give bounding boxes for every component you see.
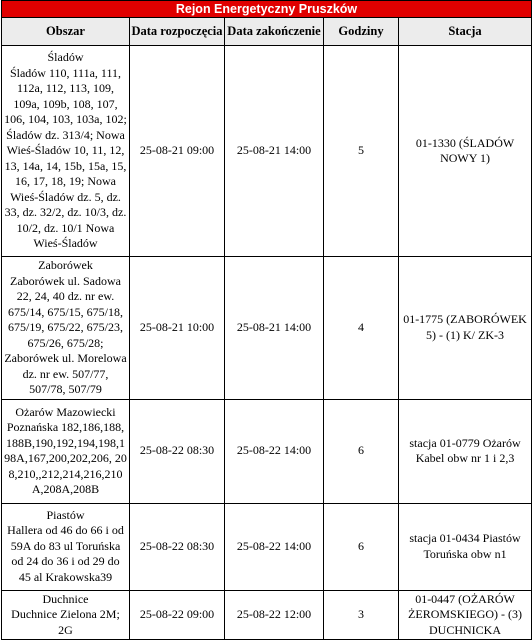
area-cell	[2, 257, 130, 400]
hours-cell: 3	[324, 590, 399, 640]
start-date-cell: 25-08-21 10:00	[130, 257, 225, 400]
header-start-date: Data rozpoczęcia	[130, 18, 225, 46]
station-cell: 01-0447 (OŻARÓW ŻEROMSKIEGO) - (3) DUCHNICKA	[399, 590, 532, 640]
hours-cell: 6	[324, 399, 399, 503]
area-cell	[2, 590, 130, 640]
hours-cell: 6	[324, 503, 399, 590]
area-name: Śladów	[47, 50, 84, 65]
start-date-cell: 25-08-21 09:00	[130, 46, 225, 257]
end-date-cell: 25-08-22 14:00	[225, 503, 324, 590]
start-date-cell: 25-08-22 08:30	[130, 503, 225, 590]
table-row	[2, 46, 532, 257]
area-cell	[2, 399, 130, 503]
area-addresses: Duchnice Zielona 2M; 2G	[11, 607, 120, 637]
area-name: Zaborówek	[38, 258, 93, 272]
end-date-cell: 25-08-21 14:00	[225, 257, 324, 400]
header-station: Stacja	[399, 18, 532, 46]
station-cell: 01-1330 (ŚLADÓW NOWY 1)	[399, 46, 532, 257]
station-cell: stacja 01-0434 Piastów Toruńska obw n1	[399, 503, 532, 590]
start-date-cell: 25-08-22 09:00	[130, 590, 225, 640]
table-row	[2, 257, 532, 400]
area-name: Ożarów Mazowiecki	[15, 404, 116, 419]
outage-table	[1, 0, 532, 640]
title-row	[2, 1, 532, 18]
area-addresses: Hallera od 46 do 66 i od 59A do 83 ul Toruńska od 24 do 36 i od 29 do 45 al Krakowska39	[7, 523, 124, 584]
area-addresses: Zaborówek ul. Sadowa 22, 24, 40 dz. nr ew. 675/14, 675/15, 675/18, 675/19, 675/22, 675/23, 675/26, 675/28; Zaborówek ul. Morelowa dz. nr ew. 507/77, 507/78, 507/79	[4, 273, 127, 396]
end-date-cell: 25-08-22 12:00	[225, 590, 324, 640]
hours-cell: 5	[324, 46, 399, 257]
header-end-date: Data zakończenie	[225, 18, 324, 46]
end-date-cell: 25-08-22 14:00	[225, 399, 324, 503]
header-obszar: Obszar	[2, 18, 130, 46]
area-addresses: Poznańska 182,186,188,188B,190,192,194,198,198A,167,200,202,206, 208,210,,212,214,216,210A,208A,208B	[4, 420, 127, 496]
station-cell: 01-1775 (ZABORÓWEK 5) - (1) K/ ZK-3	[399, 257, 532, 400]
area-addresses: Śladów 110, 111a, 111, 112a, 112, 113, 109, 109a, 109b, 108, 107, 106, 104, 103, 103a, 102; Śladów dz. 313/4; Nowa Wieś-Śladów 10, 11, 12, 13, 14a, 14, 15b, 15a, 15, 16, 17, 18, 19; Nowa Wieś-Śladów dz. 5, dz. 33, dz. 32/2, dz. 10/3, dz. 10/2, dz. 10/1 Nowa Wieś-Śladów	[4, 65, 127, 251]
area-name: Piastów	[46, 507, 85, 522]
table-row	[2, 399, 532, 503]
area-name: Duchnice	[42, 591, 89, 606]
start-date-cell: 25-08-22 08:30	[130, 399, 225, 503]
hours-cell: 4	[324, 257, 399, 400]
header-hours: Godziny	[324, 18, 399, 46]
end-date-cell: 25-08-21 14:00	[225, 46, 324, 257]
area-cell	[2, 503, 130, 590]
area-cell	[2, 46, 130, 257]
header-row	[2, 18, 532, 46]
table-row	[2, 590, 532, 640]
table-row	[2, 503, 532, 590]
station-cell: stacja 01-0779 Ożarów Kabel obw nr 1 i 2,3	[399, 399, 532, 503]
table-title: Rejon Energetyczny Pruszków	[2, 1, 532, 18]
